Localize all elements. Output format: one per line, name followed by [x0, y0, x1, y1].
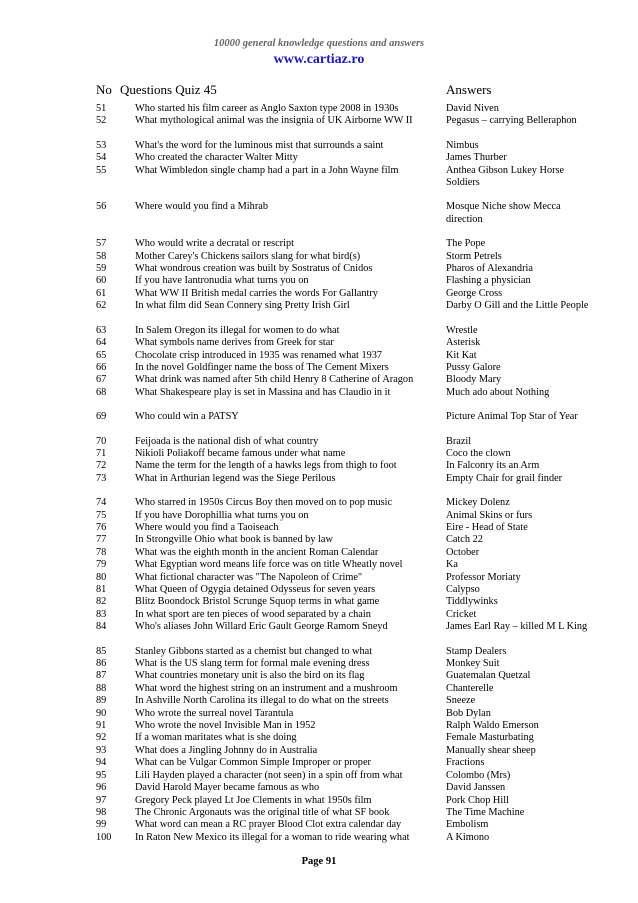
- answer-text: James Earl Ray – killed M L King: [446, 621, 588, 633]
- question-number: 84: [96, 621, 107, 633]
- column-header-answers: Answers: [446, 82, 492, 97]
- question-text: What Wimbledon single champ had a part in a John Wayne film: [135, 164, 399, 176]
- question-list: [0, 103, 638, 844]
- question-number: 67: [96, 374, 107, 386]
- answer-text: Asterisk: [446, 337, 481, 349]
- question-text: What fictional character was "The Napoleon of Crime": [135, 571, 363, 583]
- question-number: 85: [96, 645, 107, 657]
- question-text: Where would you find a Taoiseach: [135, 521, 279, 533]
- question-text: What can be Vulgar Common Simple Improper or proper: [135, 757, 371, 769]
- question-row: [0, 411, 638, 423]
- answer-text: Eire - Head of State: [446, 521, 528, 533]
- question-number: 96: [96, 782, 107, 794]
- question-text: Who could win a PATSY: [135, 411, 239, 423]
- question-number: 100: [96, 831, 112, 843]
- answer-text: In Falconry its an Arm: [446, 460, 540, 472]
- question-text: Who started his film career as Anglo Saxton type 2008 in 1930s: [135, 103, 399, 114]
- document-subtitle: 10000 general knowledge questions and answers: [213, 38, 425, 49]
- question-number: 87: [96, 670, 107, 682]
- question-number: 95: [96, 769, 107, 781]
- question-text: What WW II British medal carries the words For Gallantry: [135, 287, 378, 299]
- question-number: 59: [96, 263, 107, 275]
- question-text: In Strongville Ohio what book is banned by law: [135, 534, 333, 546]
- question-row: [0, 745, 638, 757]
- column-header-no: No: [96, 82, 112, 97]
- answer-text: Colombo (Mrs): [446, 769, 511, 781]
- question-number: 78: [96, 546, 107, 558]
- question-row: [0, 547, 638, 559]
- answer-text: Storm Petrels: [446, 250, 502, 262]
- question-row: [0, 695, 638, 707]
- question-number: 52: [96, 115, 107, 127]
- question-row: [0, 670, 638, 682]
- question-number: 71: [96, 447, 107, 459]
- answer-text: Bob Dylan: [446, 707, 491, 719]
- question-text: David Harold Mayer became famous as who: [135, 782, 320, 794]
- question-number: 97: [96, 794, 107, 806]
- question-row: [0, 387, 638, 399]
- question-number: 57: [96, 238, 107, 250]
- question-text: In Raton New Mexico its illegal for a woman to ride wearing what: [135, 831, 410, 843]
- answer-text: Stamp Dealers: [446, 645, 507, 657]
- question-text: Mother Carey's Chickens sailors slang for what bird(s): [135, 250, 361, 262]
- question-text: What was the eighth month in the ancient Roman Calendar: [135, 546, 379, 558]
- question-number: 92: [96, 732, 107, 744]
- question-text: Lili Hayden played a character (not seen) in a spin off from what: [135, 769, 403, 781]
- question-row: [0, 448, 638, 460]
- answer-text: October: [446, 546, 480, 558]
- question-number: 79: [96, 559, 107, 571]
- question-row: [0, 140, 638, 152]
- question-text: What in Arthurian legend was the Siege Perilous: [135, 472, 336, 484]
- question-text: What symbols name derives from Greek for star: [135, 337, 334, 349]
- answer-text: Flashing a physician: [446, 275, 531, 287]
- question-row: [0, 559, 638, 571]
- answer-text: George Cross: [446, 287, 503, 299]
- question-row: [0, 534, 638, 546]
- question-row: [0, 103, 638, 115]
- answer-text: Picture Animal Top Star of Year: [446, 411, 578, 423]
- answer-text: The Time Machine: [446, 806, 525, 818]
- question-row: [0, 497, 638, 509]
- question-text: What Egyptian word means life force was on title Wheatly novel: [135, 559, 403, 571]
- question-number: 60: [96, 275, 107, 287]
- answer-text: Mickey Dolenz: [446, 497, 510, 509]
- question-text: What is the US slang term for formal male evening dress: [135, 658, 370, 670]
- question-row: [0, 720, 638, 732]
- question-row: [0, 288, 638, 300]
- question-number: 73: [96, 472, 107, 484]
- answer-text: Coco the clown: [446, 447, 511, 459]
- answer-text: Darby O Gill and the Little People: [446, 300, 589, 312]
- answer-text: Monkey Suit: [446, 658, 500, 670]
- question-row: [0, 263, 638, 275]
- question-number: 68: [96, 386, 107, 398]
- question-row: [0, 683, 638, 695]
- question-row: [0, 460, 638, 472]
- answer-text: Manually shear sheep: [446, 744, 536, 756]
- answer-text: Mosque Niche show Mecca direction: [446, 201, 561, 225]
- answer-text: David Niven: [446, 103, 499, 114]
- question-row: [0, 795, 638, 807]
- answer-text: Catch 22: [446, 534, 483, 546]
- question-row: [0, 832, 638, 844]
- question-text: If you have Dorophillia what turns you on: [135, 509, 309, 521]
- answer-text: Professor Moriaty: [446, 571, 521, 583]
- question-text: Blitz Boondock Bristol Scrunge Squop terms in what game: [135, 596, 380, 608]
- answer-text: Pharos of Alexandria: [446, 263, 533, 275]
- question-number: 62: [96, 300, 107, 312]
- answer-text: A Kimono: [446, 831, 490, 843]
- question-text: The Chronic Argonauts was the original title of what SF book: [135, 806, 390, 818]
- answer-text: Sneeze: [446, 695, 476, 707]
- question-text: Who created the character Walter Mitty: [135, 152, 298, 164]
- question-row: [0, 350, 638, 362]
- question-number: 75: [96, 509, 107, 521]
- question-number: 91: [96, 720, 107, 732]
- question-row: [0, 807, 638, 819]
- question-row: [0, 572, 638, 584]
- question-number: 88: [96, 682, 107, 694]
- question-number: 69: [96, 411, 107, 423]
- answer-text: Much ado about Nothing: [446, 386, 550, 398]
- question-number: 70: [96, 435, 107, 447]
- question-text: Nikioli Poliakoff became famous under what name: [135, 447, 346, 459]
- question-text: In the novel Goldfinger name the boss of The Cement Mixers: [135, 361, 389, 373]
- question-row: [0, 165, 638, 190]
- answer-text: Animal Skins or furs: [446, 509, 533, 521]
- question-number: 76: [96, 521, 107, 533]
- question-number: 53: [96, 139, 107, 151]
- question-row: [0, 757, 638, 769]
- question-text: What Shakespeare play is set in Massina and has Claudio in it: [135, 386, 391, 398]
- question-number: 66: [96, 361, 107, 373]
- question-row: [0, 362, 638, 374]
- answer-text: Embolism: [446, 819, 489, 831]
- question-text: Who would write a decratal or rescript: [135, 238, 294, 250]
- question-number: 56: [96, 201, 107, 213]
- question-row: [0, 325, 638, 337]
- answer-text: Chanterelle: [446, 682, 494, 694]
- question-row: [0, 436, 638, 448]
- question-row: [0, 782, 638, 794]
- question-number: 63: [96, 324, 107, 336]
- page-number: Page 91: [301, 856, 337, 867]
- question-text: What Queen of Ogygia detained Odysseus for seven years: [135, 584, 376, 595]
- answer-text: Pork Chop Hill: [446, 794, 509, 806]
- question-row: [0, 152, 638, 164]
- answer-text: Tiddlywinks: [446, 596, 498, 608]
- question-row: [0, 646, 638, 658]
- question-text: Gregory Peck played Lt Joe Clements in what 1950s film: [135, 794, 372, 806]
- answer-text: Nimbus: [446, 139, 479, 151]
- question-row: [0, 238, 638, 250]
- question-row: [0, 251, 638, 263]
- answer-text: Calypso: [446, 584, 480, 595]
- question-text: What wondrous creation was built by Sostratus of Cnidos: [135, 263, 373, 275]
- question-text: Chocolate crisp introduced in 1935 was renamed what 1937: [135, 349, 383, 361]
- question-number: 74: [96, 497, 107, 509]
- question-number: 90: [96, 707, 107, 719]
- answer-text: Empty Chair for grail finder: [446, 472, 563, 484]
- question-number: 51: [96, 103, 107, 114]
- question-text: Who wrote the novel Invisible Man in 1952: [135, 720, 316, 732]
- question-row: [0, 275, 638, 287]
- question-text: What word can mean a RC prayer Blood Clot extra calendar day: [135, 819, 402, 831]
- question-row: [0, 337, 638, 349]
- question-text: What does a Jingling Johnny do in Australia: [135, 744, 318, 756]
- answer-text: Ralph Waldo Emerson: [446, 720, 539, 732]
- question-row: [0, 300, 638, 312]
- question-text: What drink was named after 5th child Henry 8 Catherine of Aragon: [135, 374, 414, 386]
- question-row: [0, 473, 638, 485]
- question-row: [0, 770, 638, 782]
- question-text: Feijoada is the national dish of what country: [135, 435, 319, 447]
- question-number: 98: [96, 806, 107, 818]
- answer-text: Pussy Galore: [446, 361, 501, 373]
- answer-text: David Janssen: [446, 782, 506, 794]
- question-number: 64: [96, 337, 107, 349]
- question-text: If you have Iantronudia what turns you on: [135, 275, 309, 287]
- question-text: In Ashville North Carolina its illegal to do what on the streets: [135, 695, 389, 707]
- answer-text: Bloody Mary: [446, 374, 502, 386]
- question-number: 61: [96, 287, 107, 299]
- answer-text: Wrestle: [446, 324, 478, 336]
- question-row: [0, 819, 638, 831]
- question-row: [0, 658, 638, 670]
- answer-text: Kit Kat: [446, 349, 477, 361]
- answer-text: Fractions: [446, 757, 485, 769]
- answer-text: The Pope: [446, 238, 486, 250]
- question-number: 86: [96, 658, 107, 670]
- answer-text: Brazil: [446, 435, 472, 447]
- answer-text: James Thurber: [446, 152, 507, 164]
- question-text: Stanley Gibbons started as a chemist but changed to what: [135, 645, 373, 657]
- question-row: [0, 115, 638, 127]
- question-number: 77: [96, 534, 107, 546]
- question-number: 54: [96, 152, 107, 164]
- question-row: [0, 708, 638, 720]
- question-text: What mythological animal was the insignia of UK Airborne WW II: [135, 115, 413, 127]
- question-text: What's the word for the luminous mist that surrounds a saint: [135, 139, 384, 151]
- answer-text: Pegasus – carrying Belleraphon: [446, 115, 577, 127]
- question-row: [0, 201, 638, 226]
- question-text: Who's aliases John Willard Eric Gault George Ramom Sneyd: [135, 621, 388, 633]
- question-text: Who wrote the surreal novel Tarantula: [135, 707, 294, 719]
- question-number: 89: [96, 695, 107, 707]
- question-number: 82: [96, 596, 107, 608]
- answer-text: Cricket: [446, 608, 477, 620]
- question-text: In what sport are ten pieces of wood separated by a chain: [135, 608, 371, 620]
- question-number: 99: [96, 819, 107, 831]
- question-text: In what film did Sean Connery sing Pretty Irish Girl: [135, 300, 350, 312]
- question-row: [0, 596, 638, 608]
- question-number: 81: [96, 584, 107, 595]
- question-text: Who starred in 1950s Circus Boy then moved on to pop music: [135, 497, 393, 509]
- question-number: 80: [96, 571, 107, 583]
- question-number: 58: [96, 250, 107, 262]
- question-text: What countries monetary unit is also the bird on its flag: [135, 670, 365, 682]
- question-number: 65: [96, 349, 107, 361]
- answer-text: Ka: [446, 559, 459, 571]
- question-number: 94: [96, 757, 107, 769]
- site-link[interactable]: www.cartiaz.ro: [273, 52, 365, 67]
- answer-text: Guatemalan Quetzal: [446, 670, 531, 682]
- question-row: [0, 732, 638, 744]
- question-row: [0, 374, 638, 386]
- question-text: If a woman maritates what is she doing: [135, 732, 297, 744]
- column-header-questions: Questions Quiz 45: [120, 82, 217, 97]
- answer-text: Female Masturbating: [446, 732, 534, 744]
- question-text: Name the term for the length of a hawks legs from thigh to foot: [135, 460, 397, 472]
- question-text: What word the highest string on an instrument and a mushroom: [135, 682, 398, 694]
- question-row: [0, 609, 638, 621]
- question-text: Where would you find a Mihrab: [135, 201, 268, 213]
- question-text: In Salem Oregon its illegal for women to do what: [135, 324, 340, 336]
- question-number: 83: [96, 608, 107, 620]
- question-row: [0, 510, 638, 522]
- question-number: 72: [96, 460, 107, 472]
- question-row: [0, 584, 638, 596]
- question-row: [0, 522, 638, 534]
- question-number: 93: [96, 744, 107, 756]
- answer-text: Anthea Gibson Lukey Horse Soldiers: [446, 164, 565, 189]
- question-row: [0, 621, 638, 633]
- question-number: 55: [96, 164, 107, 176]
